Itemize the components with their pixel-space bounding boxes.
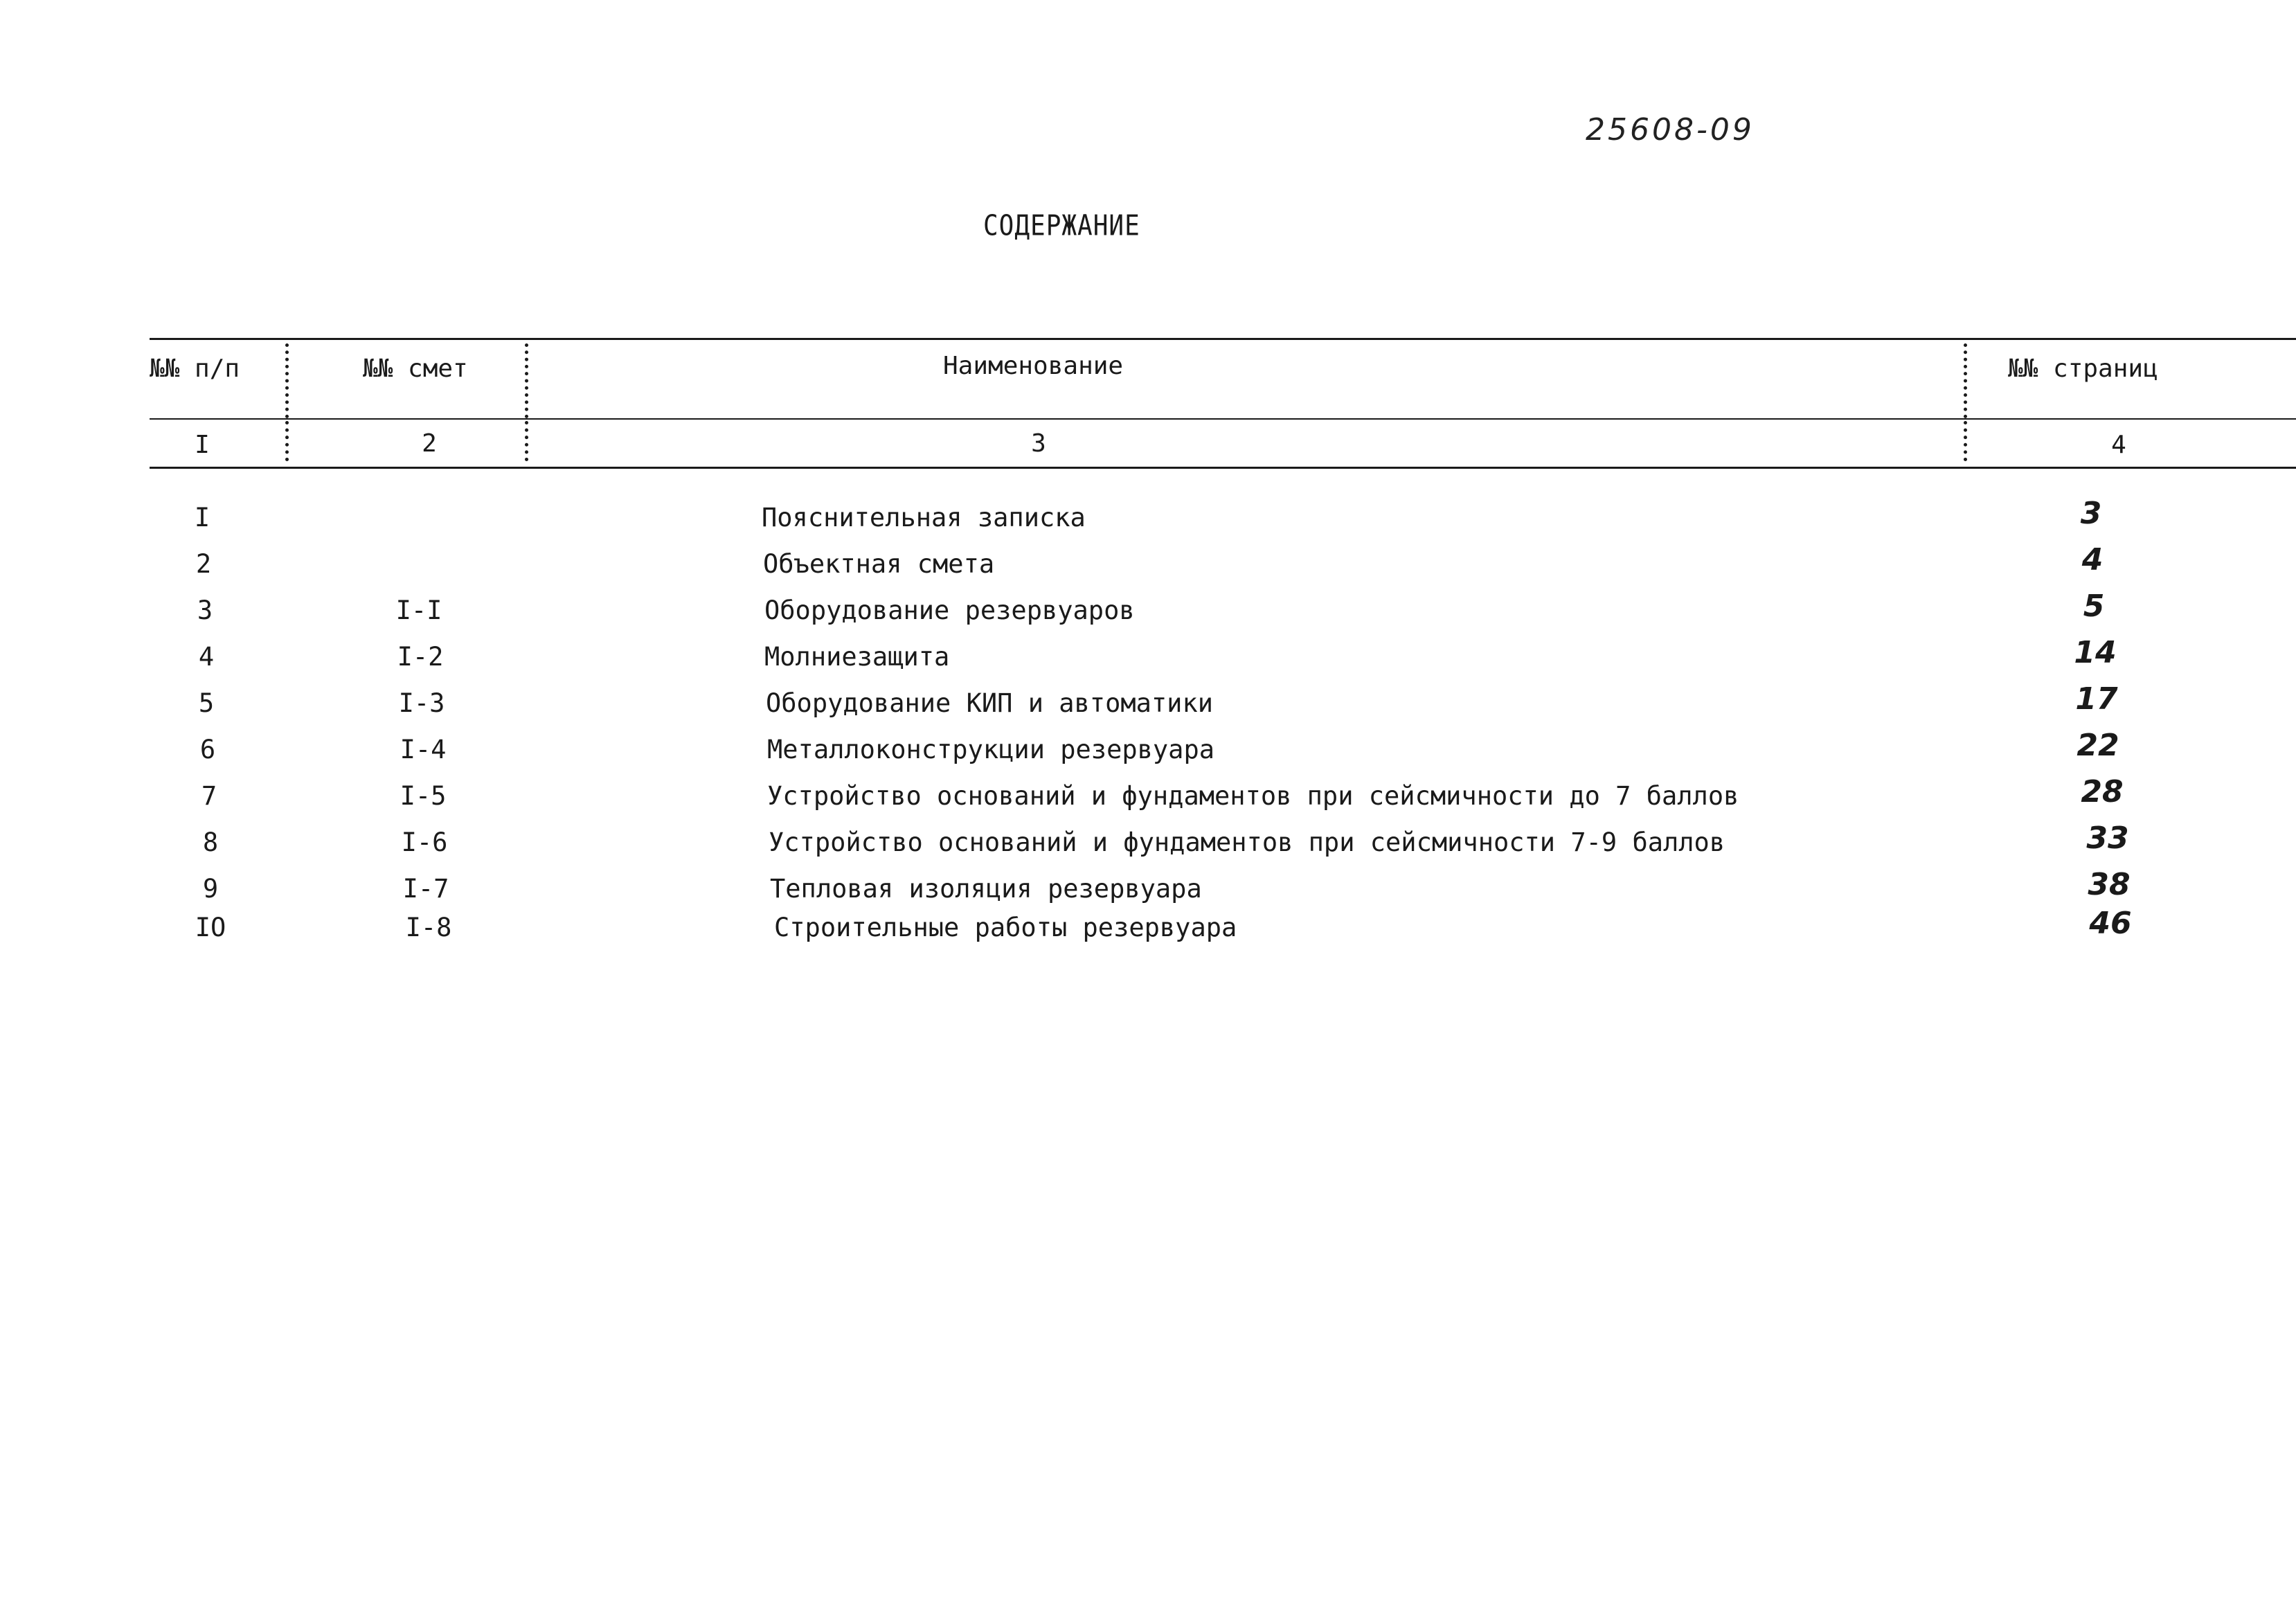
row-page: 33 <box>2086 821 2129 856</box>
row-estimate: I-7 <box>402 874 449 904</box>
row-page: 17 <box>2075 681 2118 717</box>
row-number: 9 <box>202 874 219 904</box>
table-row <box>0 906 2296 958</box>
table-row <box>0 681 2296 734</box>
row-estimate: I-4 <box>400 735 447 764</box>
row-name: Оборудование КИП и автоматики <box>766 688 1214 718</box>
column-number-4: 4 <box>2111 431 2126 459</box>
row-number: 6 <box>199 735 216 764</box>
row-name: Пояснительная записка <box>762 503 1086 532</box>
row-number: 5 <box>198 688 215 718</box>
row-name: Устройство оснований и фундаментов при сейсмичности 7-9 баллов <box>769 827 1725 857</box>
table-row <box>0 774 2296 827</box>
table-row <box>0 589 2296 641</box>
row-name: Строительные работы резервуара <box>774 913 1237 942</box>
row-page: 22 <box>2077 728 2119 763</box>
row-name: Устройство оснований и фундаментов при сейсмичности до 7 баллов <box>767 781 1739 811</box>
row-number: 7 <box>201 781 217 811</box>
header-name: Наименование <box>943 352 1124 380</box>
document-number: 25608-09 <box>1586 112 1755 147</box>
row-name: Тепловая изоляция резервуара <box>770 874 1202 904</box>
column-number-3: 3 <box>1031 429 1046 458</box>
column-separator-1b <box>285 421 289 461</box>
row-estimate: I-8 <box>405 913 452 942</box>
row-page: 38 <box>2088 867 2131 902</box>
row-name: Молниезащита <box>764 642 950 672</box>
row-estimate: I-2 <box>397 642 444 672</box>
table-columns-rule <box>150 467 2296 469</box>
row-number: I <box>194 503 210 532</box>
row-estimate: I-5 <box>400 781 447 811</box>
row-number: IO <box>195 913 226 942</box>
row-name: Оборудование резервуаров <box>764 595 1135 625</box>
header-item-number: №№ п/п <box>150 355 240 383</box>
table-header-rule <box>150 418 2296 420</box>
table-top-rule <box>150 338 2296 340</box>
row-number: 3 <box>197 595 213 625</box>
column-number-2: 2 <box>422 429 437 458</box>
column-separator-2 <box>525 343 528 418</box>
row-number: 8 <box>202 827 219 857</box>
row-number: 4 <box>198 642 215 672</box>
row-page: 46 <box>2089 906 2132 941</box>
page-title: СОДЕРЖАНИЕ <box>983 209 1140 243</box>
row-page: 14 <box>2074 635 2117 670</box>
table-row <box>0 728 2296 780</box>
column-separator-3b <box>1964 421 1967 461</box>
row-name: Объектная смета <box>763 549 995 579</box>
row-estimate: I-3 <box>398 688 445 718</box>
column-number-1: I <box>195 431 210 459</box>
row-number: 2 <box>195 549 212 579</box>
row-page: 4 <box>2081 542 2104 577</box>
row-page: 28 <box>2081 774 2124 809</box>
row-name: Металлоконструкции резервуара <box>767 735 1215 764</box>
row-page: 3 <box>2080 496 2102 531</box>
table-row <box>0 635 2296 688</box>
table-row <box>0 821 2296 873</box>
row-estimate: I-I <box>395 595 442 625</box>
column-separator-2b <box>525 421 528 461</box>
row-estimate: I-6 <box>401 827 448 857</box>
table-row <box>0 496 2296 548</box>
row-page: 5 <box>2083 589 2105 624</box>
column-separator-1 <box>285 343 289 418</box>
column-separator-3 <box>1964 343 1967 418</box>
table-row <box>0 542 2296 595</box>
header-page-number: №№ страниц <box>2008 355 2158 383</box>
header-estimate-number: №№ смет <box>363 355 468 383</box>
